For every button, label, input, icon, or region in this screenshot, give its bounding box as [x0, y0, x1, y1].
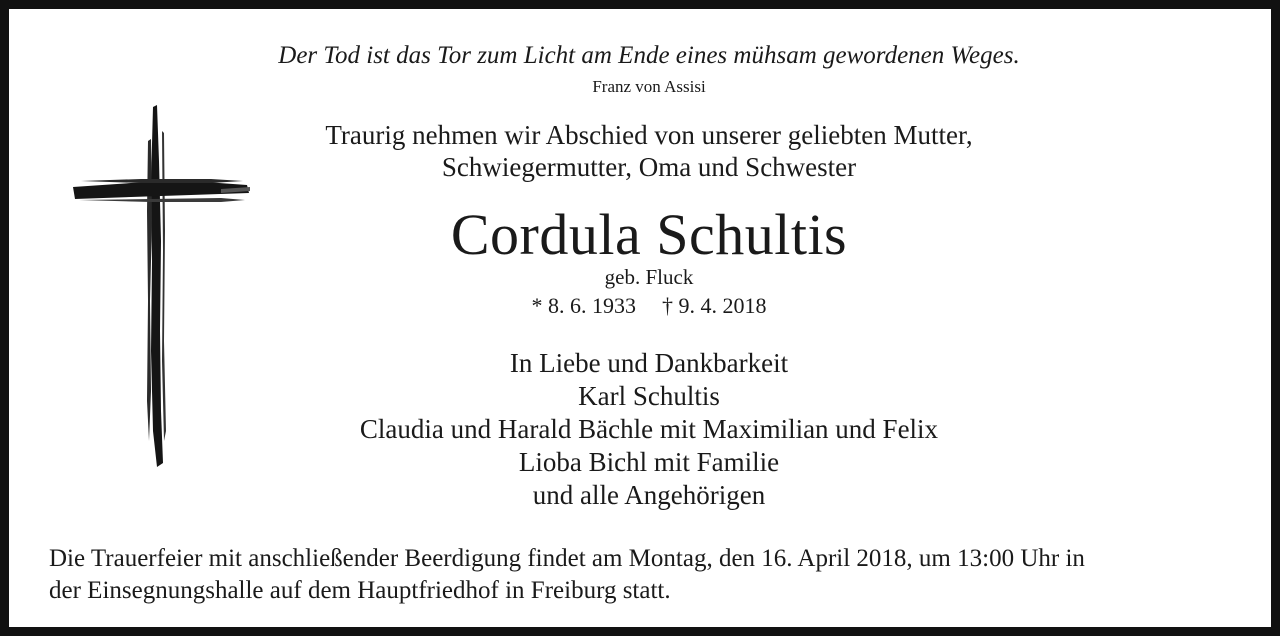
quote-author: Franz von Assisi	[592, 77, 706, 96]
funeral-line-2: der Einsegnungshalle auf dem Hauptfriedhof in Freiburg statt.	[49, 577, 671, 604]
death-date: † 9. 4. 2018	[662, 293, 767, 318]
mourner-line: Lioba Bichl mit Familie	[518, 447, 780, 477]
intro-line-1: Traurig nehmen wir Abschied von unserer geliebten Mutter,	[325, 120, 973, 150]
mourners-heading: In Liebe und Dankbarkeit	[509, 348, 789, 378]
deceased-name: Cordula Schultis	[450, 202, 848, 267]
mourner-line: Claudia und Harald Bächle mit Maximilian und Felix	[359, 414, 939, 444]
funeral-line-1: Die Trauerfeier mit anschließender Beerdigung findet am Montag, den 16. April 2018, um 13:00 Uhr in	[49, 545, 1085, 572]
intro-line-2: Schwiegermutter, Oma und Schwester	[441, 152, 857, 182]
quote-text: Der Tod ist das Tor zum Licht am Ende eines mühsam gewordenen Weges.	[278, 42, 1020, 69]
mourners-block	[9, 347, 1280, 512]
birth-date: * 8. 6. 1933	[531, 293, 636, 318]
life-dates	[9, 293, 1280, 319]
mourner-line: und alle Angehörigen	[532, 480, 766, 510]
funeral-details	[49, 543, 1259, 607]
mourner-line: Karl Schultis	[578, 381, 720, 411]
birth-name: geb. Fluck	[604, 265, 694, 289]
